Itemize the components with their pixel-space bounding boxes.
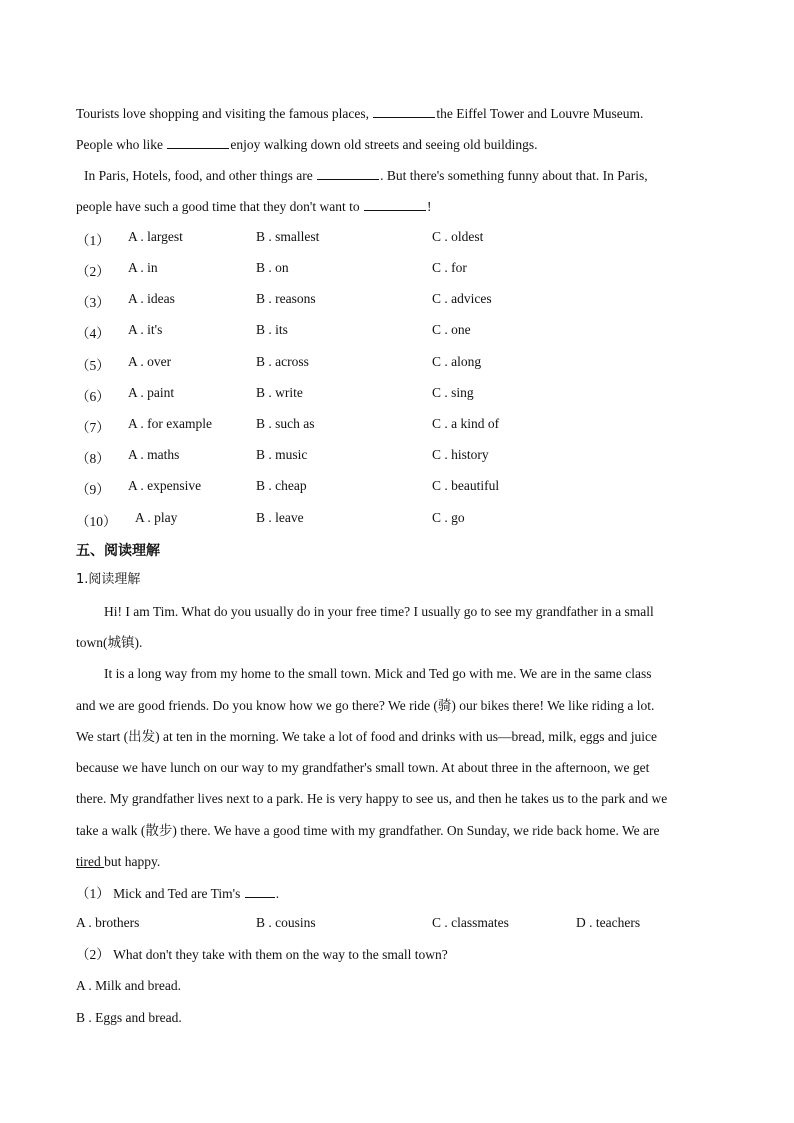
- option-row: [76, 447, 716, 465]
- option-a: A . for example: [128, 416, 212, 431]
- option-a: A . it's: [128, 322, 163, 337]
- option-c: C . classmates: [432, 915, 509, 930]
- question-number: （9）: [76, 482, 110, 497]
- passage-line-3: [84, 166, 648, 185]
- option-c: C . one: [432, 322, 471, 337]
- option-row: [76, 385, 716, 403]
- answer-blank: [167, 135, 229, 149]
- option-b: B . across: [256, 354, 309, 369]
- passage-text: . But there's something funny about that. In Paris,: [380, 168, 648, 183]
- option-a: A . expensive: [128, 478, 202, 493]
- passage-line-2: [76, 135, 537, 154]
- option-c: C . history: [432, 447, 489, 462]
- passage-text: People who like: [76, 137, 167, 152]
- option-row: [76, 416, 716, 434]
- section-subtitle: 1.阅读理解: [76, 572, 141, 587]
- option-c: C . sing: [432, 385, 474, 400]
- question-1: [76, 884, 279, 903]
- option-row: [76, 291, 716, 309]
- option-c: C . go: [432, 510, 465, 525]
- answer-blank: [364, 197, 426, 211]
- question-end: .: [275, 886, 280, 901]
- option-d: D . teachers: [576, 915, 641, 930]
- option-c: C . along: [432, 354, 482, 369]
- question-number: （8）: [76, 451, 110, 466]
- option-row: [76, 322, 716, 340]
- reading-line: and we are good friends. Do you know how we go there? We ride (骑) our bikes there! We like riding a lot.: [76, 698, 655, 713]
- reading-line: [76, 853, 160, 871]
- option-row: [76, 478, 716, 496]
- section-title: 五、阅读理解: [76, 543, 160, 559]
- option-a: A . paint: [128, 385, 175, 400]
- option-b: B . write: [256, 385, 303, 400]
- option-a: A . largest: [128, 229, 183, 244]
- option-b: B . smallest: [256, 229, 320, 244]
- question-2: （2） What don't they take with them on the way to the small town?: [76, 947, 448, 962]
- question-number: （6）: [76, 389, 110, 404]
- option-b: B . on: [256, 260, 289, 275]
- underlined-word: tired: [76, 854, 105, 869]
- option-row: [76, 229, 716, 247]
- option-b: B . cousins: [256, 915, 316, 930]
- question-2-option-b: B . Eggs and bread.: [76, 1010, 182, 1025]
- option-c: C . beautiful: [432, 478, 500, 493]
- question-number: （1）: [76, 233, 110, 248]
- option-a: A . maths: [128, 447, 180, 462]
- reading-line: town(城镇).: [76, 635, 143, 650]
- option-a: A . ideas: [128, 291, 175, 306]
- question-number: （7）: [76, 420, 110, 435]
- option-c: C . a kind of: [432, 416, 500, 431]
- answer-blank: [373, 104, 435, 118]
- passage-text: enjoy walking down old streets and seeing old buildings.: [230, 137, 538, 152]
- option-c: C . for: [432, 260, 467, 275]
- reading-line: We start (出发) at ten in the morning. We take a lot of food and drinks with us—bread, milk, eggs and juice: [76, 729, 657, 744]
- option-a: A . brothers: [76, 915, 140, 930]
- reading-line: It is a long way from my home to the small town. Mick and Ted go with me. We are in the same class: [104, 666, 652, 681]
- passage-text: !: [427, 199, 432, 214]
- question-number: （3）: [76, 295, 110, 310]
- option-c: C . advices: [432, 291, 492, 306]
- reading-line: there. My grandfather lives next to a park. He is very happy to see us, and then he takes us to the park and we: [76, 791, 668, 806]
- passage-text: people have such a good time that they don't want to: [76, 199, 363, 214]
- passage-line-1: [76, 104, 643, 123]
- question-number: （2）: [76, 264, 110, 279]
- option-b: B . music: [256, 447, 308, 462]
- option-b: B . cheap: [256, 478, 307, 493]
- question-number: （4）: [76, 326, 110, 341]
- passage-text: the Eiffel Tower and Louvre Museum.: [436, 106, 644, 121]
- option-row: [76, 510, 716, 528]
- reading-text: but happy.: [104, 854, 161, 869]
- option-b: B . its: [256, 322, 288, 337]
- option-b: B . leave: [256, 510, 304, 525]
- reading-line: Hi! I am Tim. What do you usually do in your free time? I usually go to see my grandfather in a small: [104, 604, 654, 619]
- option-a: A . play: [135, 510, 178, 525]
- passage-line-4: [76, 197, 432, 216]
- option-b: B . such as: [256, 416, 315, 431]
- reading-line: take a walk (散步) there. We have a good time with my grandfather. On Sunday, we ride back home. We are: [76, 823, 660, 838]
- option-c: C . oldest: [432, 229, 484, 244]
- option-row: [76, 260, 716, 278]
- answer-blank: [317, 166, 379, 180]
- option-a: A . over: [128, 354, 172, 369]
- reading-line: because we have lunch on our way to my grandfather's small town. At about three in the afternoon, we get: [76, 760, 650, 775]
- question-1-options: [76, 915, 716, 933]
- passage-text: In Paris, Hotels, food, and other things are: [84, 168, 317, 183]
- question-number: （5）: [76, 358, 110, 373]
- option-b: B . reasons: [256, 291, 316, 306]
- option-row: [76, 354, 716, 372]
- answer-blank: [245, 884, 275, 898]
- passage-text: Tourists love shopping and visiting the famous places,: [76, 106, 373, 121]
- question-number: （10）: [76, 514, 117, 529]
- question-2-option-a: A . Milk and bread.: [76, 978, 181, 993]
- option-a: A . in: [128, 260, 158, 275]
- question-text: （1） Mick and Ted are Tim's: [76, 886, 244, 901]
